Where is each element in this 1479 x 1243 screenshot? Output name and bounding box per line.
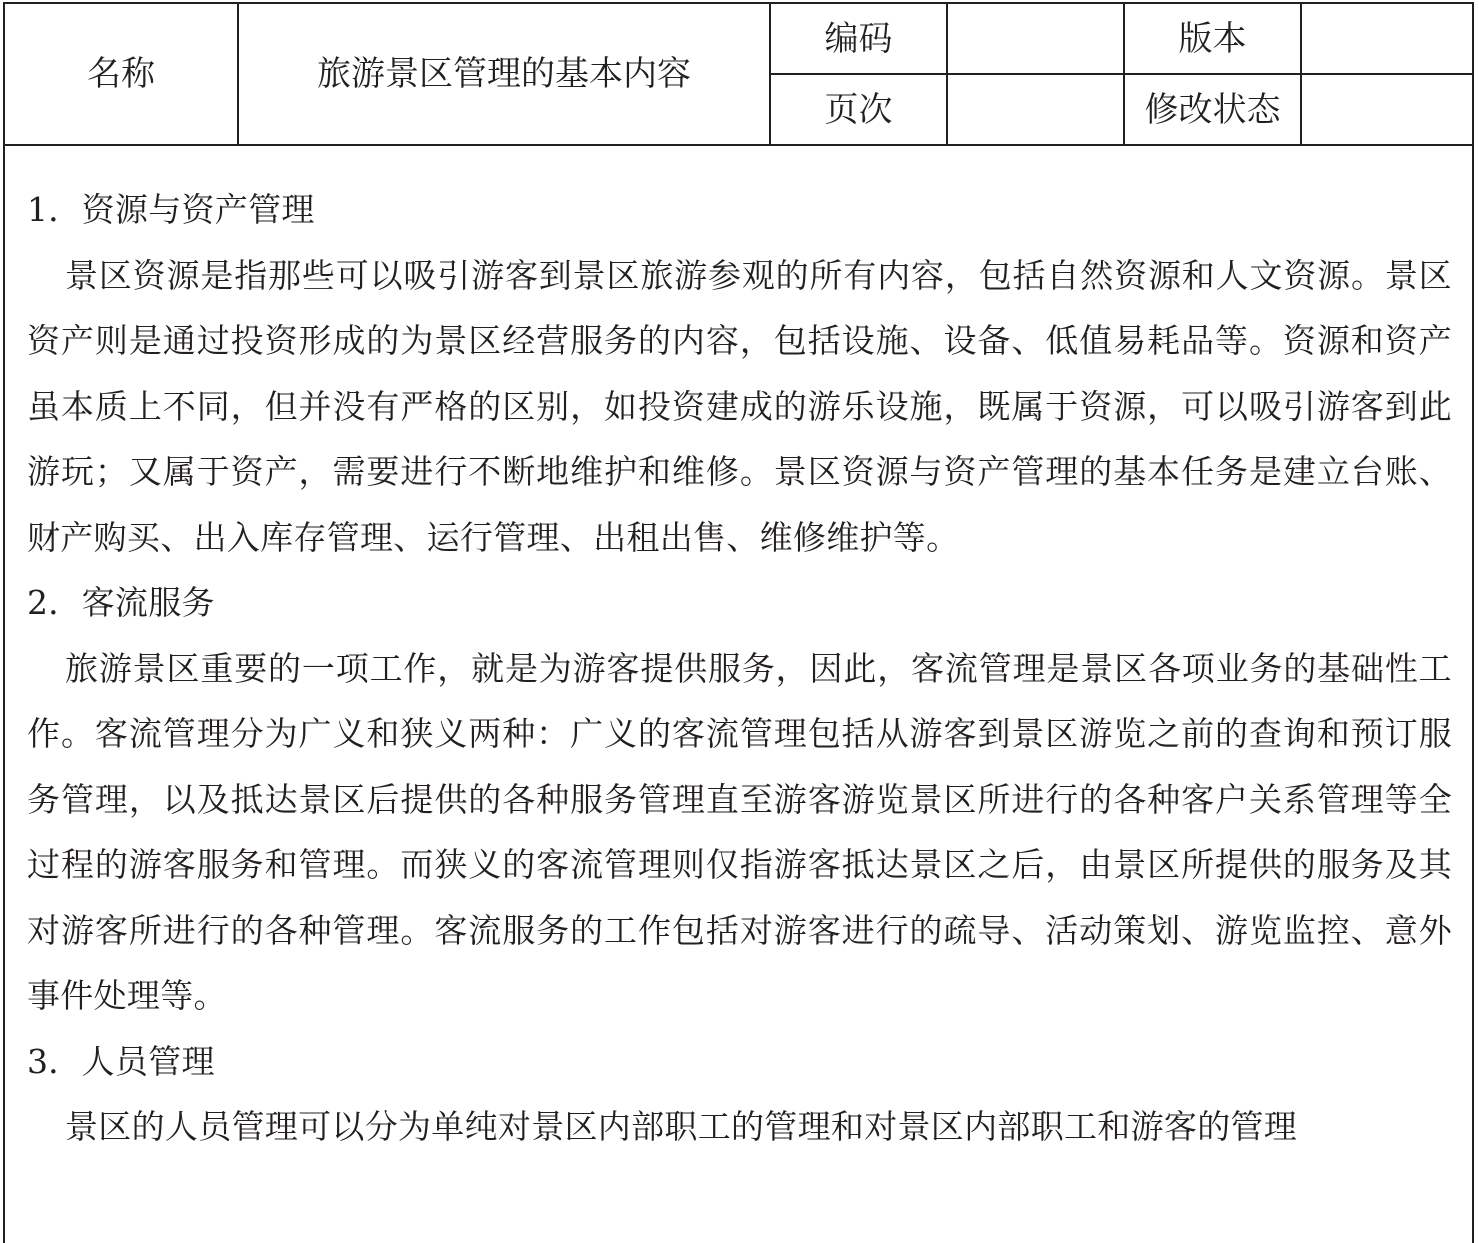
section-heading: 2．客流服务 (27, 583, 215, 622)
version-value (1301, 4, 1472, 74)
header-table (5, 4, 1472, 146)
code-label: 编码 (770, 4, 947, 74)
section-paragraph: 景区资源是指那些可以吸引游客到景区旅游参观的所有内容，包括自然资源和人文资源。景区资产则是通过投资形成的为景区经营服务的内容，包括设施、设备、低值易耗品等。资源和资产虽本质上不同，但并没有严格的区别，如投资建成的游乐设施，既属于资源，可以吸引游客到此游玩；又属于资产，需要进行不断地维护和维修。景区资源与资产管理的基本任务是建立台账、财产购买、出入库存管理、运行管理、出租出售、维修维护等。 (27, 255, 1452, 557)
page-label: 页次 (770, 74, 947, 145)
document-body (5, 145, 1472, 1160)
version-label: 版本 (1124, 4, 1301, 74)
page-value (947, 74, 1124, 145)
section-heading: 3．人员管理 (27, 1041, 215, 1081)
section-heading: 1．资源与资产管理 (27, 190, 315, 229)
revision-value (1301, 74, 1472, 145)
document-title: 旅游景区管理的基本内容 (238, 4, 770, 145)
section-paragraph: 旅游景区重要的一项工作，就是为游客提供服务，因此，客流管理是景区各项业务的基础性工作。客流管理分为广义和狭义两种：广义的客流管理包括从游客到景区游览之前的查询和预订服务管理，以及抵达景区后提供的各种服务管理直至游客游览景区所进行的各种客户关系管理等全过程的游客服务和管理。而狭义的客流管理则仅指游客抵达景区之后，由景区所提供的服务及其对游客所进行的各种管理。客流服务的工作包括对游客进行的疏导、活动策划、游览监控、意外事件处理等。 (27, 648, 1452, 1015)
section-paragraph: 景区的人员管理可以分为单纯对景区内部职工的管理和对景区内部职工和游客的管理 (65, 1107, 1298, 1146)
revision-label: 修改状态 (1124, 74, 1301, 145)
code-value (947, 4, 1124, 74)
name-label: 名称 (5, 4, 238, 145)
document-frame (3, 2, 1474, 1243)
